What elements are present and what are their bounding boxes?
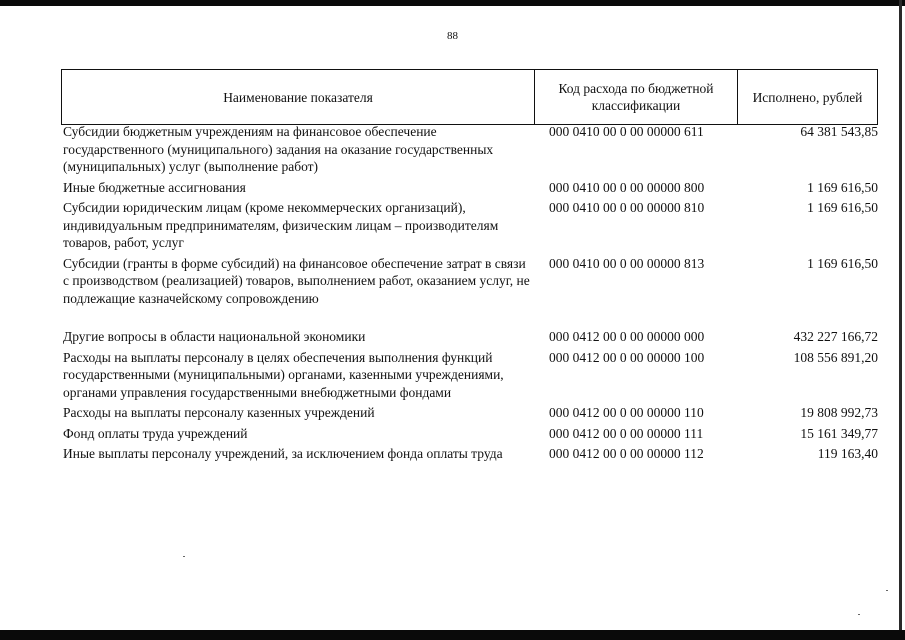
table-row [63,404,878,422]
row-amount: 1 169 616,50 [807,255,878,271]
header-name-column: Наименование показателя [62,70,535,124]
table-row [63,123,878,176]
table-row [63,179,878,197]
row-name: Другие вопросы в области национальной экономики [63,329,366,344]
row-name: Субсидии юридическим лицам (кроме некоммерческих организаций), индивидуальным предпринимателям, физическим лицам – производителям товаров, работ, услуг [63,200,499,250]
row-code: 000 0412 00 0 00 00000 111 [549,425,704,441]
page-number: 88 [447,30,458,42]
header-amount-column: Исполнено, рублей [752,89,863,105]
row-amount: 1 169 616,50 [807,200,878,215]
scan-border-top [0,0,905,6]
scan-border-right [899,0,902,640]
row-name: Фонд оплаты труда учреждений [63,425,248,441]
row-amount: 1 169 616,50 [807,179,878,195]
row-name: Иные выплаты персоналу учреждений, за исключением фонда оплаты труда [63,446,503,461]
scan-speck [183,556,185,557]
table-row [63,425,878,443]
row-amount: 432 227 166,72 [793,329,878,344]
table-header [61,69,878,125]
row-amount: 64 381 543,85 [800,124,878,139]
row-name: Субсидии (гранты в форме субсидий) на финансовое обеспечение затрат в связи с производством (реализацией) товаров, выполнением работ, оказанием услуг, не подлежащие казначейскому сопровождению [63,255,530,306]
row-name: Иные бюджетные ассигнования [63,179,246,195]
table-row [63,349,878,402]
row-amount: 15 161 349,77 [800,425,878,441]
row-name: Расходы на выплаты персоналу казенных учреждений [63,405,375,420]
row-code: 000 0412 00 0 00 00000 110 [549,405,704,420]
scan-speck [886,590,888,591]
table-row [63,445,878,463]
row-code: 000 0410 00 0 00 00000 611 [549,124,704,139]
table-row [63,328,878,346]
table-row [63,199,878,252]
row-name: Расходы на выплаты персоналу в целях обеспечения выполнения функций государственными (муниципальными) органами, казенными учреждениями, органами управления государственными внебюджетными фондами [63,349,504,400]
row-name: Субсидии бюджетным учреждениям на финансовое обеспечение государственного (муниципального) задания на оказание государственных (муниципальных) услуг (выполнение работ) [63,124,494,174]
row-code: 000 0410 00 0 00 00000 813 [549,255,705,271]
header-code-column: Код расхода по бюджетной классификации [535,70,738,124]
scan-speck [858,614,860,615]
row-amount: 119 163,40 [817,446,878,461]
row-code: 000 0412 00 0 00 00000 112 [549,446,704,461]
table-row [63,255,878,308]
row-amount: 19 808 992,73 [800,405,878,420]
row-code: 000 0410 00 0 00 00000 800 [549,179,705,195]
row-code: 000 0410 00 0 00 00000 810 [549,200,705,215]
scan-border-bottom [0,630,905,640]
table-body [63,123,878,466]
row-code: 000 0412 00 0 00 00000 100 [549,349,705,365]
row-amount: 108 556 891,20 [793,349,878,365]
row-code: 000 0412 00 0 00 00000 000 [549,329,705,344]
